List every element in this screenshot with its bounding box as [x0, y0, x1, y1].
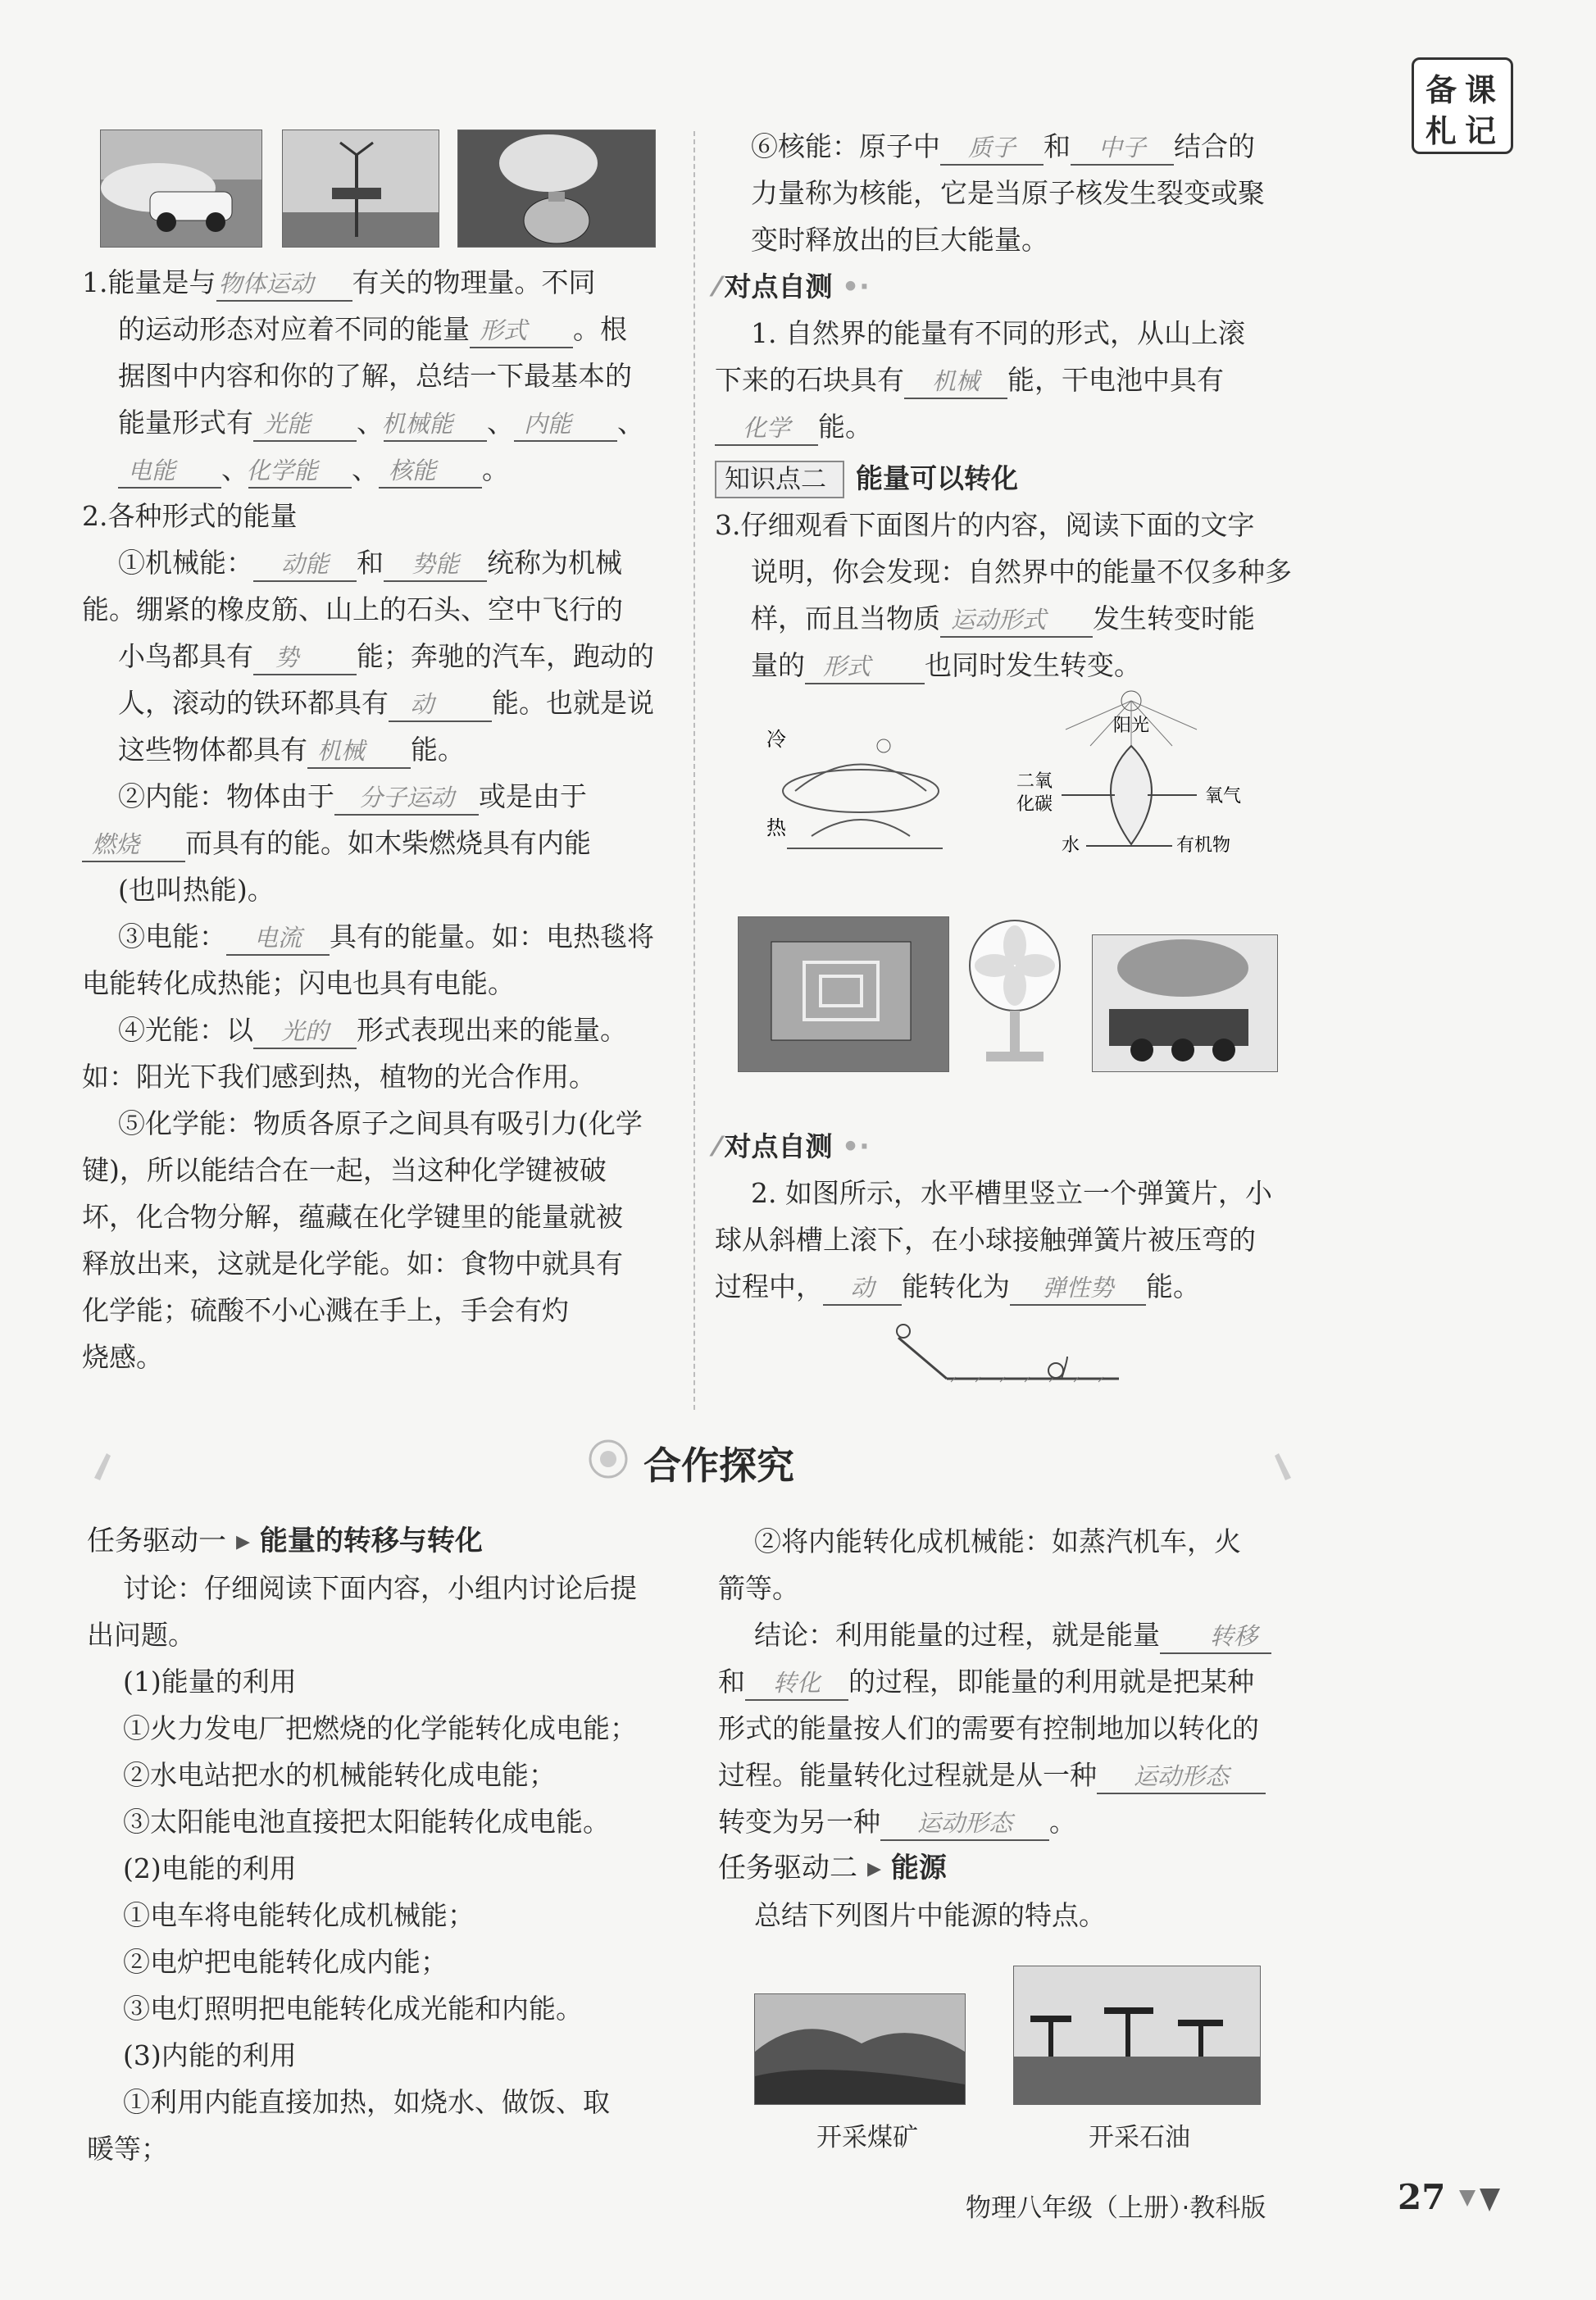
answer-blank: 电流	[226, 921, 330, 956]
self-test-1	[715, 310, 1305, 450]
text: 转变为另一种	[718, 1806, 880, 1838]
text: 的运动形态对应着不同的能量	[118, 313, 470, 345]
light-energy-cont: 如：阳光下我们感到热，植物的光合作用。	[82, 1061, 596, 1093]
answer-blank: 运动形态	[880, 1807, 1049, 1841]
oil-field-photo	[1013, 1966, 1261, 2105]
answer-blank: 形式	[805, 650, 925, 684]
chemical-energy-cont	[82, 1147, 680, 1380]
use-3: (3)内能的利用	[123, 2039, 297, 2071]
spring-track-diagram	[885, 1320, 1123, 1385]
cold-label: 冷	[766, 728, 786, 751]
answer-blank: 化学	[715, 411, 818, 446]
answer-blank: 势	[253, 641, 357, 675]
coop-right-column	[718, 1518, 1308, 1939]
answer-blank: 质子	[940, 131, 1044, 166]
conclusion	[718, 1611, 1308, 1845]
answer-blank: 光的	[253, 1015, 357, 1049]
left-column	[82, 259, 680, 1380]
text: 量的	[751, 649, 805, 681]
use-2b: ②电炉把电能转化成内能；	[123, 1946, 448, 1978]
answer-blank: 燃烧	[82, 828, 185, 862]
use-3a: ①利用内能直接加热，如烧水、做饭、取	[123, 2086, 610, 2118]
text: 能。	[818, 411, 872, 443]
text: 2. 如图所示，水平槽里竖立一个弹簧片，小	[751, 1177, 1272, 1209]
text: 能。	[411, 734, 465, 766]
text: 结合的	[1174, 130, 1255, 162]
answer-blank: 转化	[745, 1666, 848, 1701]
notes-stamp	[1412, 57, 1513, 154]
use-1: (1)能量的利用	[123, 1666, 297, 1698]
answer-blank: 动	[823, 1271, 902, 1306]
page-number: 27	[1398, 2177, 1446, 2217]
task-2-instruction: 总结下列图片中能源的特点。	[754, 1899, 1106, 1931]
task-2-heading: 任务驱动二 ▸ 能源	[718, 1852, 947, 1884]
answer-blank: 弹性势	[1010, 1271, 1146, 1306]
answer-blank: 机械	[307, 734, 411, 769]
text: 而具有的能。如木柴燃烧具有内能	[185, 827, 591, 859]
text: 3.仔细观看下面图片的内容，阅读下面的文字	[715, 509, 1255, 541]
internal-energy-cont	[82, 820, 680, 913]
use-2c: ③电灯照明把电能转化成光能和内能。	[123, 1993, 583, 2025]
answer-blank: 内能	[514, 407, 617, 442]
internal-to-mechanical: ②将内能转化成机械能：如蒸汽机车，火	[754, 1525, 1241, 1557]
text: 释放出来，这就是化学能。如：食物中就具有	[82, 1248, 623, 1280]
kettle-photo	[457, 130, 656, 248]
wind-solar-lamp-photo	[282, 130, 439, 248]
water-label: 水	[1062, 835, 1080, 856]
answer-blank: 动	[389, 688, 492, 722]
co2-label-a: 二氧	[1016, 771, 1053, 792]
text: ③电能：	[118, 920, 226, 952]
nuclear-energy-cont	[715, 170, 1305, 263]
text: 、	[357, 407, 384, 439]
question-3	[715, 502, 1305, 689]
organic-label: 有机物	[1176, 835, 1231, 856]
text: 或是由于	[479, 780, 587, 812]
steam-locomotive-photo	[1092, 934, 1278, 1072]
racing-car-photo	[100, 130, 262, 248]
text: 人，滚动的铁环都具有	[118, 687, 389, 719]
text: 具有的能量。如：电热毯将	[330, 920, 654, 952]
text: 1.能量是与	[82, 266, 216, 298]
text: 烧感。	[82, 1341, 163, 1373]
light-energy	[82, 1007, 680, 1053]
text: 能；奔驰的汽车，跑动的	[357, 640, 654, 672]
text: 对点自测	[724, 1130, 833, 1162]
use-1b: ②水电站把水的机械能转化成电能；	[123, 1759, 556, 1791]
text: ①机械能：	[118, 547, 253, 579]
text: 出问题。	[87, 1619, 195, 1651]
self-test-2	[715, 1170, 1305, 1310]
text	[718, 1658, 1254, 1705]
answer-blank: 机械能	[384, 407, 487, 442]
coal-mine-photo	[754, 1993, 966, 2105]
text: 的过程，即能量的利用就是把某种	[848, 1666, 1254, 1698]
text: ④光能：以	[118, 1014, 253, 1046]
electric-energy-cont: 电能转化成热能；闪电也具有电能。	[82, 967, 515, 999]
text: 过程。能量转化过程就是从一种	[718, 1759, 1097, 1791]
text: 化学能；硫酸不小心溅在手上，手会有灼	[82, 1294, 569, 1326]
text: 、	[221, 453, 248, 485]
answer-blank: 中子	[1071, 131, 1174, 166]
text: 样，而且当物质	[751, 602, 940, 634]
text: 统称为机械	[487, 547, 622, 579]
text: 说明，你会发现：自然界中的能量不仅多种多	[751, 556, 1292, 588]
oxygen-label: 氧气	[1205, 786, 1242, 807]
answer-blank: 运动形式	[940, 603, 1093, 638]
discussion	[87, 1565, 685, 1658]
text: 小鸟都具有	[118, 640, 253, 672]
answer-blank: 分子运动	[334, 781, 479, 816]
kp-title: 能量可以转化	[856, 462, 1018, 494]
text: 。	[1049, 1806, 1076, 1838]
coal-caption: 开采煤矿	[816, 2123, 918, 2152]
answer-blank: 势能	[384, 548, 487, 582]
text: 、	[352, 453, 379, 485]
text: 讨论：仔细阅读下面内容，小组内讨论后提	[123, 1572, 637, 1604]
internal-energy	[82, 773, 680, 820]
text: 能量形式有	[118, 407, 253, 439]
task-1-heading: 任务驱动一 ▸ 能量的转移与转化	[87, 1525, 483, 1557]
self-test-heading: ⁄ 对点自测 •·	[715, 270, 870, 302]
text: 对点自测	[724, 270, 833, 302]
text: 形式表现出来的能量。	[357, 1014, 627, 1046]
self-test-heading: ⁄ 对点自测 •·	[715, 1130, 870, 1162]
self-test-2-block	[715, 1123, 1305, 1310]
nuclear-energy	[715, 123, 1305, 170]
text: 。根	[573, 313, 627, 345]
text: 1. 自然界的能量有不同的形式，从山上滚	[751, 317, 1245, 349]
internal-to-mechanical-cont: 箭等。	[718, 1572, 799, 1604]
answer-blank: 机械	[904, 365, 1007, 399]
task-label: 任务驱动一	[87, 1525, 226, 1557]
use-1c: ③太阳能电池直接把太阳能转化成电能。	[123, 1806, 610, 1838]
co2-label-b: 化碳	[1016, 794, 1053, 815]
text: 能，干电池中具有	[1007, 364, 1224, 396]
text: 力量称为核能，它是当原子核发生裂变或聚	[751, 177, 1265, 209]
question-1	[82, 259, 680, 493]
text	[715, 357, 1224, 403]
coop-left-column	[87, 1518, 685, 2172]
section-title: 合作探究	[643, 1443, 794, 1488]
right-column	[715, 123, 1305, 689]
stamp-char: 札	[1425, 112, 1457, 149]
text: 和	[718, 1666, 745, 1698]
stamp-char: 课	[1465, 71, 1497, 108]
answer-blank: 物体运动	[216, 267, 352, 302]
text: 、	[617, 407, 644, 439]
text: 球从斜槽上滚下，在小球接触弹簧片被压弯的	[715, 1224, 1256, 1256]
text: 和	[1044, 130, 1071, 162]
use-1a: ①火力发电厂把燃烧的化学能转化成电能；	[123, 1712, 637, 1744]
question-2-title: 2.各种形式的能量	[82, 500, 298, 532]
text: 也同时发生转变。	[925, 649, 1141, 681]
answer-blank: 动能	[253, 548, 357, 582]
task-title: 能源	[890, 1852, 947, 1884]
section-deco-left	[90, 1449, 115, 1482]
use-2: (2)电能的利用	[123, 1852, 297, 1884]
electric-fan-photo	[966, 916, 1064, 1070]
convection-diagram	[762, 721, 959, 861]
answer-blank: 电能	[118, 454, 221, 489]
mechanical-energy	[82, 539, 680, 586]
text: 变时释放出的巨大能量。	[751, 224, 1048, 256]
text: 结论：利用能量的过程，就是能量	[754, 1619, 1160, 1651]
answer-blank: 化学能	[248, 454, 352, 489]
stamp-char: 备	[1425, 71, 1457, 108]
text: 能。	[1146, 1270, 1200, 1302]
footer-deco-icon	[1455, 2182, 1504, 2215]
text	[715, 403, 872, 450]
answer-blank: 光能	[253, 407, 357, 442]
kp-tag: 知识点二	[715, 461, 844, 498]
task-title: 能量的转移与转化	[259, 1525, 483, 1557]
sunlight-label: 阳光	[1113, 716, 1150, 736]
text: ②内能：物体由于	[118, 780, 334, 812]
use-2a: ①电车将电能转化成机械能；	[123, 1899, 475, 1931]
text: 、	[487, 407, 514, 439]
oil-caption: 开采石油	[1089, 2123, 1190, 2152]
answer-blank: 转移	[1160, 1620, 1271, 1654]
text: 能。绷紧的橡皮筋、山上的石头、空中飞行的	[82, 593, 623, 625]
answer-blank: 形式	[470, 314, 573, 348]
text: 键)，所以能结合在一起，当这种化学键被破	[82, 1154, 607, 1186]
text: 。	[482, 453, 509, 485]
text: 能转化为	[902, 1270, 1010, 1302]
mechanical-energy-cont	[82, 586, 680, 773]
text: 和	[357, 547, 384, 579]
electric-energy	[82, 913, 680, 960]
use-3b: 暖等；	[87, 2133, 168, 2165]
text	[718, 1798, 1076, 1845]
text	[718, 1752, 1266, 1798]
text: 据图中内容和你的了解，总结一下最基本的	[118, 360, 632, 392]
text: 有关的物理量。不同	[352, 266, 596, 298]
text: 过程中，	[715, 1270, 823, 1302]
section-deco-right	[1271, 1449, 1295, 1482]
electric-stove-photo	[738, 916, 949, 1072]
text: ⑥核能：原子中	[751, 130, 940, 162]
chemical-energy: ⑤化学能：物质各原子之间具有吸引力(化学	[118, 1107, 643, 1139]
photosynthesis-diagram	[1008, 689, 1271, 861]
section-icon	[584, 1434, 633, 1484]
answer-blank: 核能	[379, 454, 482, 489]
text: 能。也就是说	[492, 687, 654, 719]
stamp-char: 记	[1465, 112, 1497, 149]
book-info: 物理八年级（上册）·教科版	[966, 2193, 1266, 2223]
text: 坏，化合物分解，蕴藏在化学键里的能量就被	[82, 1201, 623, 1233]
hot-label: 热	[766, 816, 786, 839]
text: 这些物体都具有	[118, 734, 307, 766]
task-label: 任务驱动二	[718, 1852, 857, 1884]
text: 形式的能量按人们的需要有控制地加以转化的	[718, 1712, 1259, 1744]
text: 发生转变时能	[1093, 602, 1255, 634]
text: (也叫热能)。	[118, 874, 275, 906]
knowledge-point-2	[715, 455, 1305, 502]
text	[715, 1263, 1200, 1310]
column-divider	[693, 131, 695, 1410]
answer-blank: 运动形态	[1097, 1760, 1266, 1794]
text: 下来的石块具有	[715, 364, 904, 396]
